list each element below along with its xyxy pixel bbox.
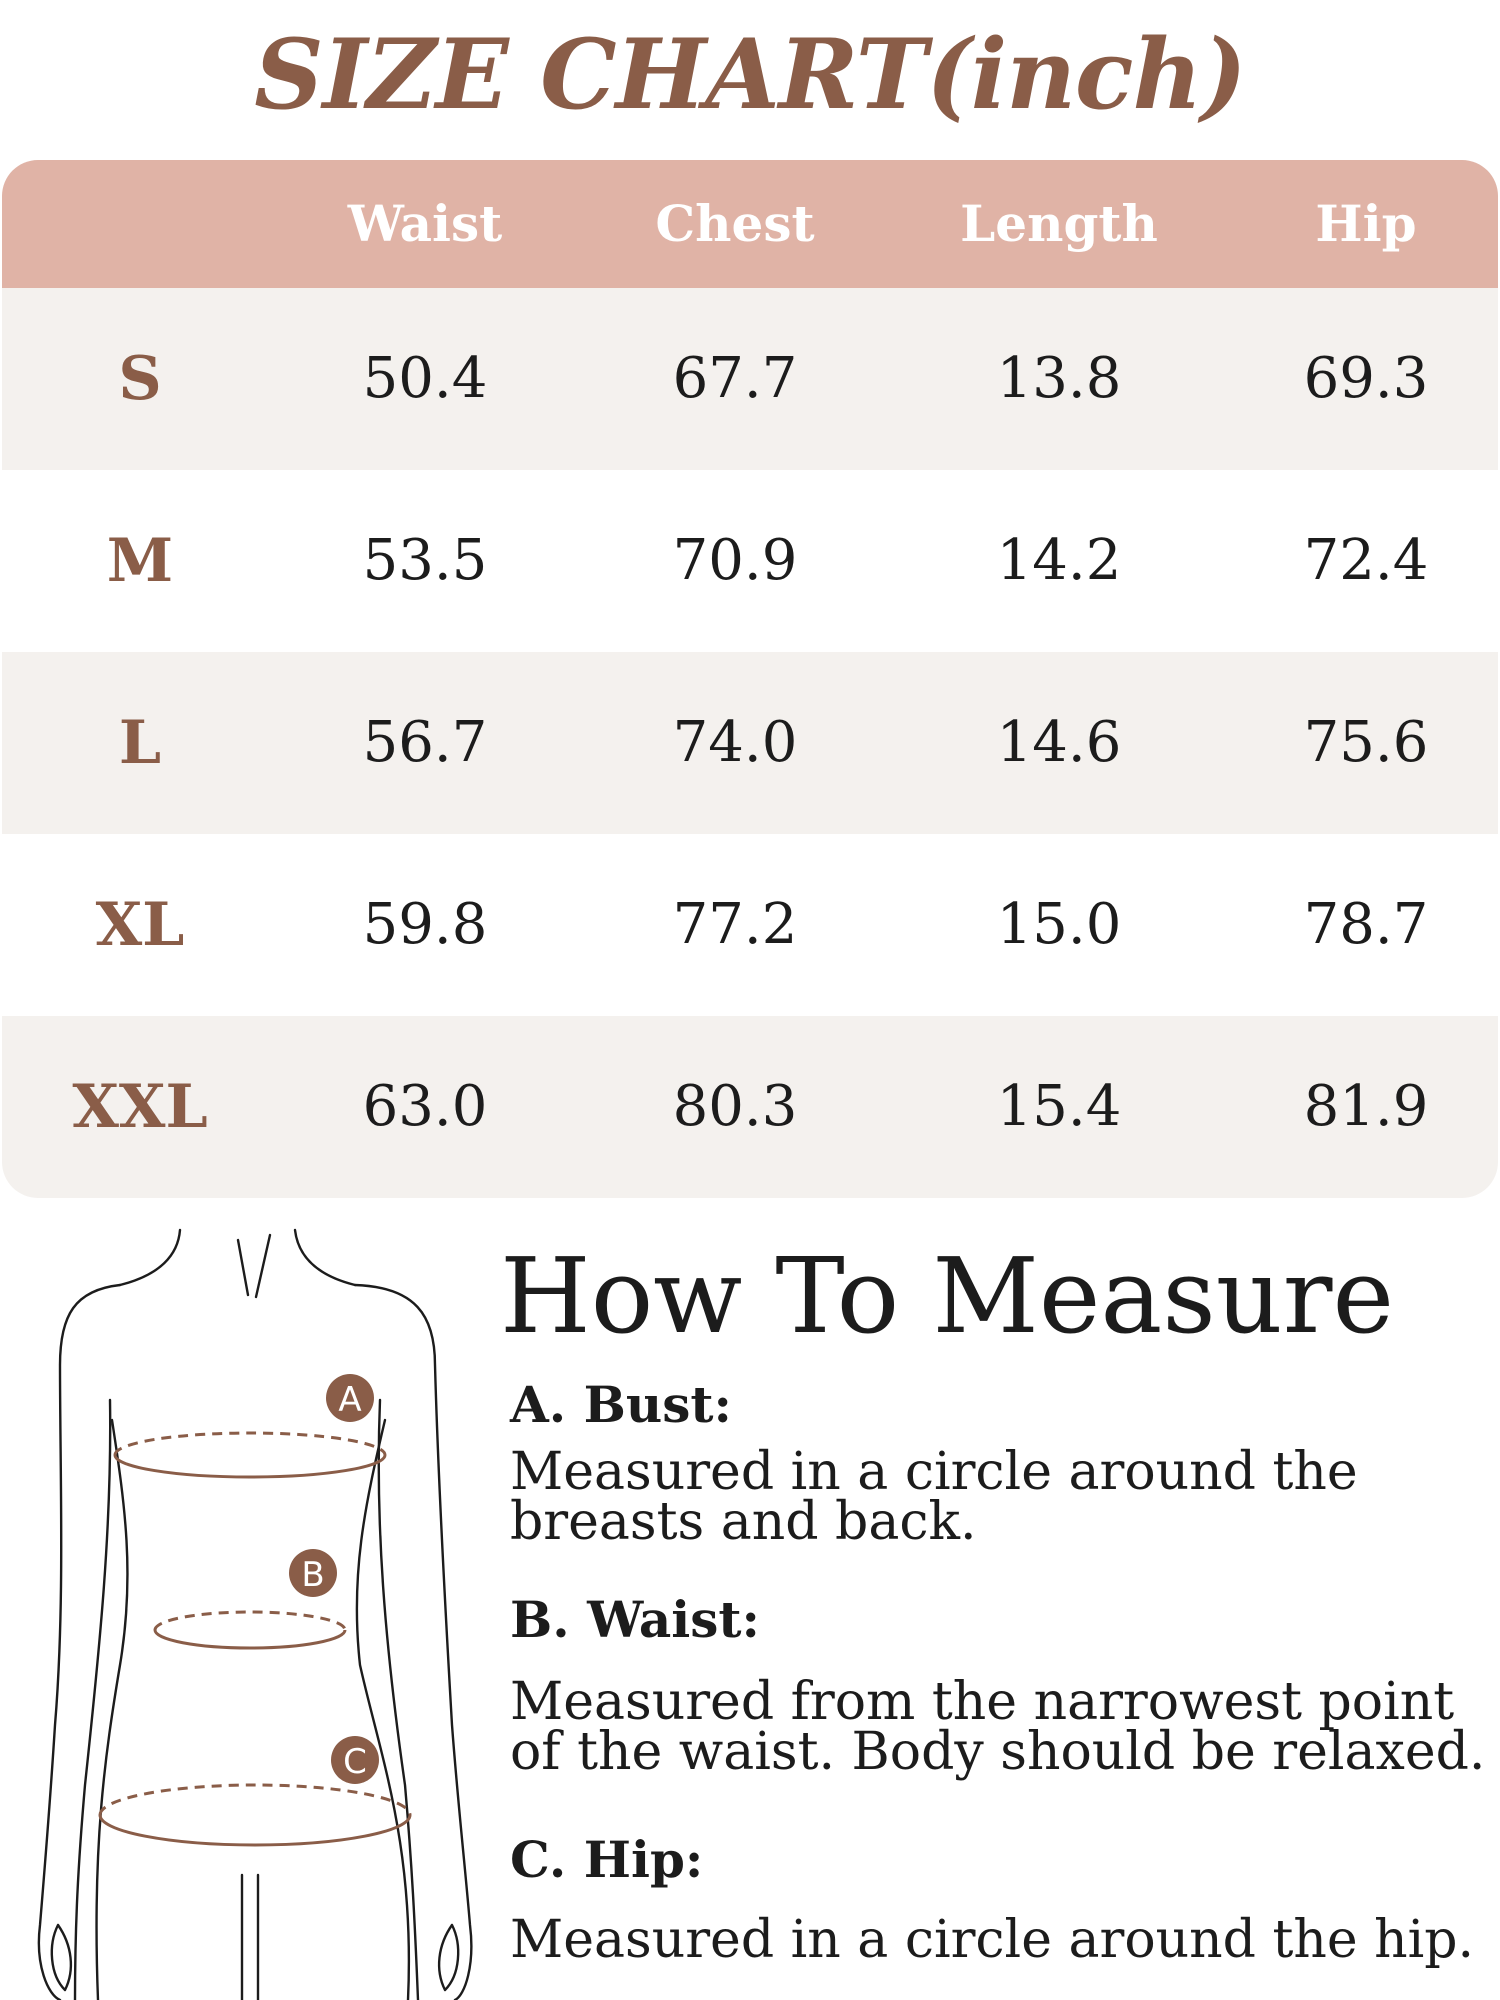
waist-value: 63.0	[362, 1074, 488, 1139]
size-label: XXL	[72, 1072, 208, 1142]
how-to-measure-title: How To Measure	[500, 1235, 1395, 1357]
chest-value: 67.7	[672, 346, 798, 411]
length-value: 14.2	[996, 528, 1122, 593]
hip-value: 75.6	[1303, 710, 1429, 775]
page-title: SIZE CHART(inch)	[254, 18, 1246, 131]
size-label: L	[118, 708, 162, 778]
marker-b-icon	[289, 1549, 337, 1597]
hip-description: Measured in a circle around the hip.	[510, 1910, 1475, 1970]
column-header-chest: Chest	[655, 194, 815, 253]
waist-description: Measured from the narrowest point of the waist. Body should be relaxed.	[510, 1672, 1486, 1782]
collarbone-line	[256, 1235, 270, 1297]
right-hand-outline	[439, 1925, 458, 1990]
marker-a-icon	[326, 1374, 374, 1422]
table-row	[2, 470, 1498, 652]
neck-left-outline	[120, 1230, 180, 1285]
size-label: M	[106, 526, 174, 596]
hip-measure-line-back	[100, 1785, 410, 1815]
column-header-length: Length	[960, 194, 1158, 253]
table-header-row	[2, 160, 1498, 288]
table-row	[2, 652, 1498, 834]
svg-text:B: B	[301, 1555, 325, 1595]
hip-value: 81.9	[1303, 1074, 1429, 1139]
chest-value: 80.3	[672, 1074, 798, 1139]
left-inner-arm-outline	[75, 1400, 110, 2000]
left-arm-outline	[39, 1285, 120, 2000]
column-header-hip: Hip	[1315, 194, 1417, 253]
waist-measure-line-back	[155, 1612, 345, 1630]
waist-value: 56.7	[362, 710, 488, 775]
left-hand-outline	[52, 1925, 71, 1990]
svg-text:A: A	[338, 1380, 362, 1420]
length-value: 15.0	[996, 892, 1122, 957]
length-value: 15.4	[996, 1074, 1122, 1139]
hip-value: 69.3	[1303, 346, 1429, 411]
bust-heading: A. Bust:	[510, 1375, 732, 1434]
waist-value: 53.5	[362, 528, 488, 593]
hip-measure-line-front	[100, 1815, 410, 1845]
right-inner-arm-outline	[379, 1400, 418, 2000]
chest-value: 77.2	[672, 892, 798, 957]
bust-measure-line-front	[115, 1455, 385, 1477]
length-value: 13.8	[996, 346, 1122, 411]
column-header-waist: Waist	[347, 194, 503, 253]
bust-description: Measured in a circle around the breasts and back.	[510, 1442, 1358, 1552]
bust-measure-line-back	[115, 1433, 385, 1455]
waist-measure-line-front	[155, 1630, 345, 1648]
hip-value: 78.7	[1303, 892, 1429, 957]
size-label: XL	[95, 890, 185, 960]
waist-value: 59.8	[362, 892, 488, 957]
hip-value: 72.4	[1303, 528, 1429, 593]
waist-heading: B. Waist:	[510, 1590, 760, 1649]
neck-right-outline	[295, 1230, 355, 1285]
chest-value: 70.9	[672, 528, 798, 593]
collarbone-line	[238, 1240, 248, 1295]
body-measurement-illustration	[20, 1225, 490, 2000]
size-label: S	[118, 344, 162, 414]
hip-heading: C. Hip:	[510, 1830, 704, 1889]
table-row	[2, 834, 1498, 1016]
table-row	[2, 288, 1498, 470]
table-row	[2, 1016, 1498, 1198]
torso-right-outline	[357, 1420, 409, 2000]
torso-left-outline	[97, 1420, 128, 2000]
waist-value: 50.4	[362, 346, 488, 411]
marker-c-icon	[331, 1736, 379, 1784]
svg-text:C: C	[343, 1742, 367, 1782]
length-value: 14.6	[996, 710, 1122, 775]
chest-value: 74.0	[672, 710, 798, 775]
